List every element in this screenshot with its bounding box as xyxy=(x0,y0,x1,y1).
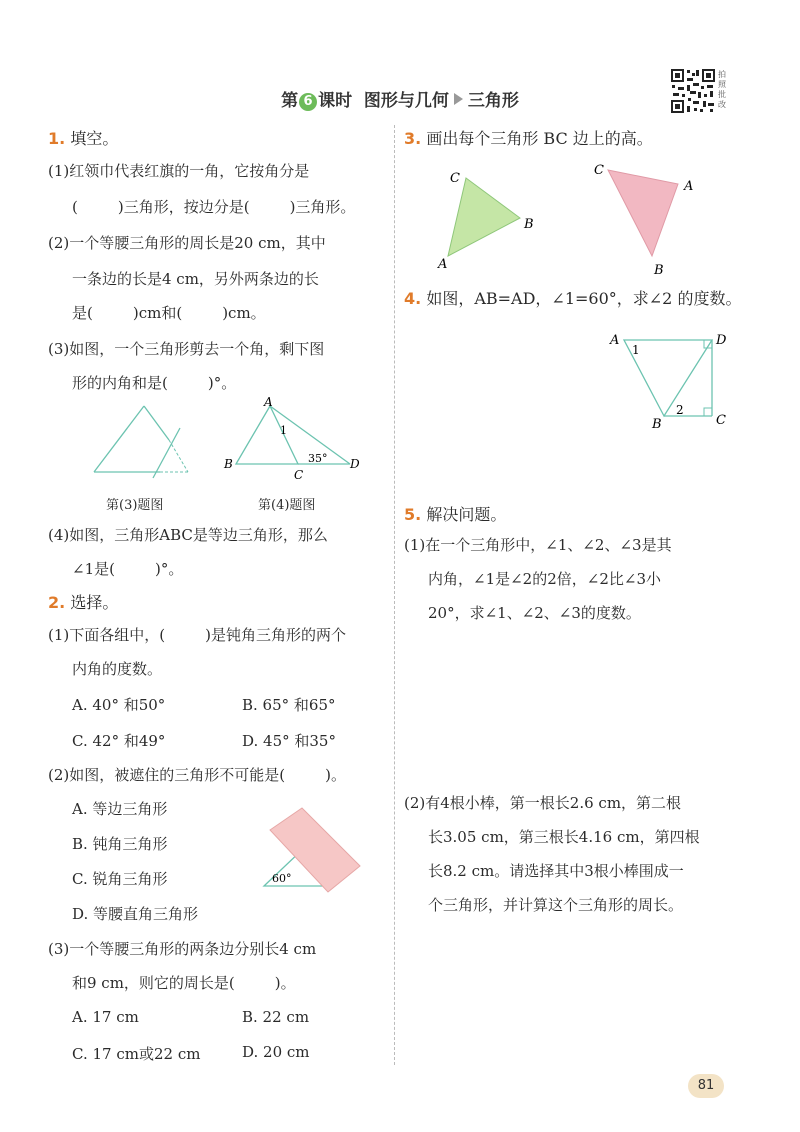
q2-p1-line2: 内角的度数。 xyxy=(72,660,163,678)
qr-label: 拍照批改 xyxy=(718,70,726,109)
header-subtopic: 三角形 xyxy=(467,91,519,111)
q2-p3-option-b[interactable]: B. 22 cm xyxy=(242,1008,310,1026)
q2-p1-option-a[interactable]: A. 40° 和50° xyxy=(72,696,166,714)
svg-text:C: C xyxy=(594,163,604,178)
q1-p3-line1: (3)如图，一个三角形剪去一个角，剩下图 xyxy=(48,340,325,358)
q2-p2-option-a[interactable]: A. 等边三角形 xyxy=(72,800,168,818)
q1-p2-line3: 是( )cm和( )cm。 xyxy=(72,304,266,322)
q2-title: 选择。 xyxy=(70,593,119,612)
page-number: 81 xyxy=(688,1074,724,1098)
q3-green-triangle xyxy=(432,162,544,274)
q1-p4-line1: (4)如图，三角形ABC是等边三角形，那么 xyxy=(48,526,328,544)
svg-text:D: D xyxy=(350,457,360,471)
svg-text:B: B xyxy=(652,417,662,432)
q2-number: 2. xyxy=(48,593,66,612)
q1-heading xyxy=(48,126,118,149)
q2-p2-option-b[interactable]: B. 钝角三角形 xyxy=(72,835,168,853)
svg-text:C: C xyxy=(450,171,460,186)
q2-p3-option-d[interactable]: D. 20 cm xyxy=(242,1043,310,1061)
q5-p2-line2: 长3.05 cm，第三根长4.16 cm，第四根 xyxy=(428,828,700,846)
q5-p2-line1: (2)有4根小棒，第一根长2.6 cm，第二根 xyxy=(404,794,682,812)
q1-p2-line2: 一条边的长是4 cm，另外两条边的长 xyxy=(72,270,319,288)
q1-p1-line2: ( )三角形，按边分是( )三角形。 xyxy=(72,198,356,216)
q1-title: 填空。 xyxy=(70,129,119,148)
q1-fig4-caption: 第(4)题图 xyxy=(258,498,316,513)
q2-covered-triangle xyxy=(256,802,366,898)
play-arrow-icon xyxy=(454,93,463,105)
q4-heading xyxy=(404,286,741,309)
svg-text:B: B xyxy=(654,263,664,278)
q3-title: 画出每个三角形 BC 边上的高。 xyxy=(426,129,653,148)
q2-heading xyxy=(48,590,118,613)
q2-p1-option-c[interactable]: C. 42° 和49° xyxy=(72,732,166,750)
svg-text:A: A xyxy=(264,395,273,409)
svg-text:C: C xyxy=(294,468,304,482)
svg-text:A: A xyxy=(684,179,694,194)
lesson-number-badge: 6 xyxy=(299,93,317,111)
q1-fig4-triangle xyxy=(222,394,368,482)
q2-p3-line2: 和9 cm，则它的周长是( )。 xyxy=(72,974,296,992)
svg-text:35°: 35° xyxy=(308,452,328,465)
q2-p2-line1: (2)如图，被遮住的三角形不可能是( )。 xyxy=(48,766,346,784)
svg-text:1: 1 xyxy=(280,424,287,437)
column-divider xyxy=(394,125,395,1065)
q5-p1-line2: 内角，∠1是∠2的2倍，∠2比∠3小 xyxy=(428,570,661,588)
q1-fig3-triangle xyxy=(88,398,198,480)
svg-text:D: D xyxy=(716,333,727,348)
header-suffix: 课时 xyxy=(318,91,353,111)
svg-text:B: B xyxy=(524,217,534,232)
q1-p2-line1: (2)一个等腰三角形的周长是20 cm，其中 xyxy=(48,234,326,252)
q4-title: 如图，AB=AD，∠1=60°，求∠2 的度数。 xyxy=(426,289,742,308)
q3-number: 3. xyxy=(404,129,422,148)
q2-p3-option-a[interactable]: A. 17 cm xyxy=(72,1008,139,1026)
svg-text:B: B xyxy=(224,457,233,471)
svg-text:1: 1 xyxy=(632,343,640,357)
q3-pink-triangle xyxy=(588,156,700,280)
q3-heading xyxy=(404,126,653,149)
q1-p1-line1: (1)红领巾代表红旗的一角，它按角分是 xyxy=(48,162,310,180)
q2-p3-option-c[interactable]: C. 17 cm或22 cm xyxy=(72,1045,201,1063)
q2-p2-option-c[interactable]: C. 锐角三角形 xyxy=(72,870,168,888)
qr-code-icon[interactable] xyxy=(670,68,716,114)
q1-number: 1. xyxy=(48,129,66,148)
q2-p1-line1: (1)下面各组中，( )是钝角三角形的两个 xyxy=(48,626,346,644)
q5-number: 5. xyxy=(404,505,422,524)
header-topic: 图形与几何 xyxy=(363,91,449,111)
q5-heading xyxy=(404,502,506,525)
svg-text:A: A xyxy=(610,333,620,348)
q2-p1-option-b[interactable]: B. 65° 和65° xyxy=(242,696,336,714)
header-prefix: 第 xyxy=(281,91,299,111)
svg-text:A: A xyxy=(438,257,448,272)
q5-title: 解决问题。 xyxy=(426,505,507,524)
q1-p4-line2: ∠1是( )°。 xyxy=(72,560,184,578)
svg-text:C: C xyxy=(716,413,726,428)
q4-quadrilateral-figure xyxy=(604,326,740,436)
q1-p3-line2: 形的内角和是( )°。 xyxy=(72,374,237,392)
q5-p1-line1: (1)在一个三角形中，∠1、∠2、∠3是其 xyxy=(404,536,672,554)
q2-p1-option-d[interactable]: D. 45° 和35° xyxy=(242,732,336,750)
q5-p1-line3: 20°，求∠1、∠2、∠3的度数。 xyxy=(428,604,641,622)
q5-p2-line4: 个三角形，并计算这个三角形的周长。 xyxy=(428,896,684,914)
q5-p2-line3: 长8.2 cm。请选择其中3根小棒围成一 xyxy=(428,862,684,880)
q4-number: 4. xyxy=(404,289,422,308)
svg-text:60°: 60° xyxy=(272,872,292,885)
q2-p3-line1: (3)一个等腰三角形的两条边分别长4 cm xyxy=(48,940,317,958)
q1-fig3-caption: 第(3)题图 xyxy=(106,498,164,513)
q2-p2-option-d[interactable]: D. 等腰直角三角形 xyxy=(72,905,199,923)
svg-text:2: 2 xyxy=(676,403,684,417)
